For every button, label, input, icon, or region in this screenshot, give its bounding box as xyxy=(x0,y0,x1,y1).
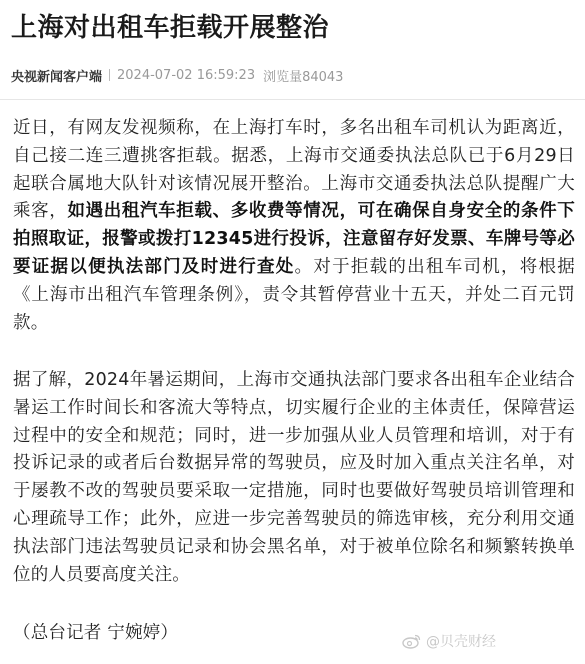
paragraph-1-text-b: 。对于拒载的出租车司机，将根据《上海市出租汽车管理条例》，责令其暂停营业十五天，并处二百元罚款。 xyxy=(13,256,576,333)
paragraph-2: 据了解，2024年暑运期间，上海市交通执法部门要求各出租车企业结合暑运工作时间长和客流大等特点，切实履行企业的主体责任，保障营运过程中的安全和规范；同时，进一步加强从业人员管理和培训，对于有投诉记录的或者后台数据异常的驾驶员，应及时加入重点关注名单，对于屡教不改的驾驶员要采取一定措施，同时也要做好驾驶员培训管理和心理疏导工作；此外，应进一步完善驾驶员的筛选审核，充分利用交通执法部门违法驾驶员记录和协会黑名单，对于被单位除名和频繁转换单位的人员要高度关注。 xyxy=(13,370,575,585)
weibo-icon xyxy=(402,633,422,649)
publish-time: 2024-07-02 16:59:23 xyxy=(117,67,256,83)
meta-separator xyxy=(109,69,110,81)
watermark xyxy=(402,630,496,652)
article-title: 上海对出租车拒载开展整治 xyxy=(11,13,330,43)
watermark-text: @贝壳财经 xyxy=(426,634,496,650)
view-count: 浏览量84043 xyxy=(263,69,344,85)
reporter-credit: （总台记者 宁婉婷） xyxy=(13,623,179,643)
paragraph-1 xyxy=(13,115,575,337)
paragraph-1-text-a: 近日，有网友发视频称，在上海打车时，多名出租车司机认为距离近，自己接二连三遭挑客拒载。据悉，上海市交通委执法总队已于6月29日起联合属地大队针对该情况展开整治。上海市交通委执法总队提醒广大乘客， xyxy=(13,118,575,222)
header-divider xyxy=(0,99,585,100)
source-link[interactable]: 央视新闻客户端 xyxy=(11,69,103,85)
article-meta xyxy=(11,64,343,86)
paragraph-1-emphasis: 如遇出租汽车拒载、多收费等情况，可在确保自身安全的条件下拍照取证，报警或拨打12345进行投诉，注意留存好发票、车牌号等必要证据以便执法部门及时进行查处 xyxy=(13,201,575,277)
